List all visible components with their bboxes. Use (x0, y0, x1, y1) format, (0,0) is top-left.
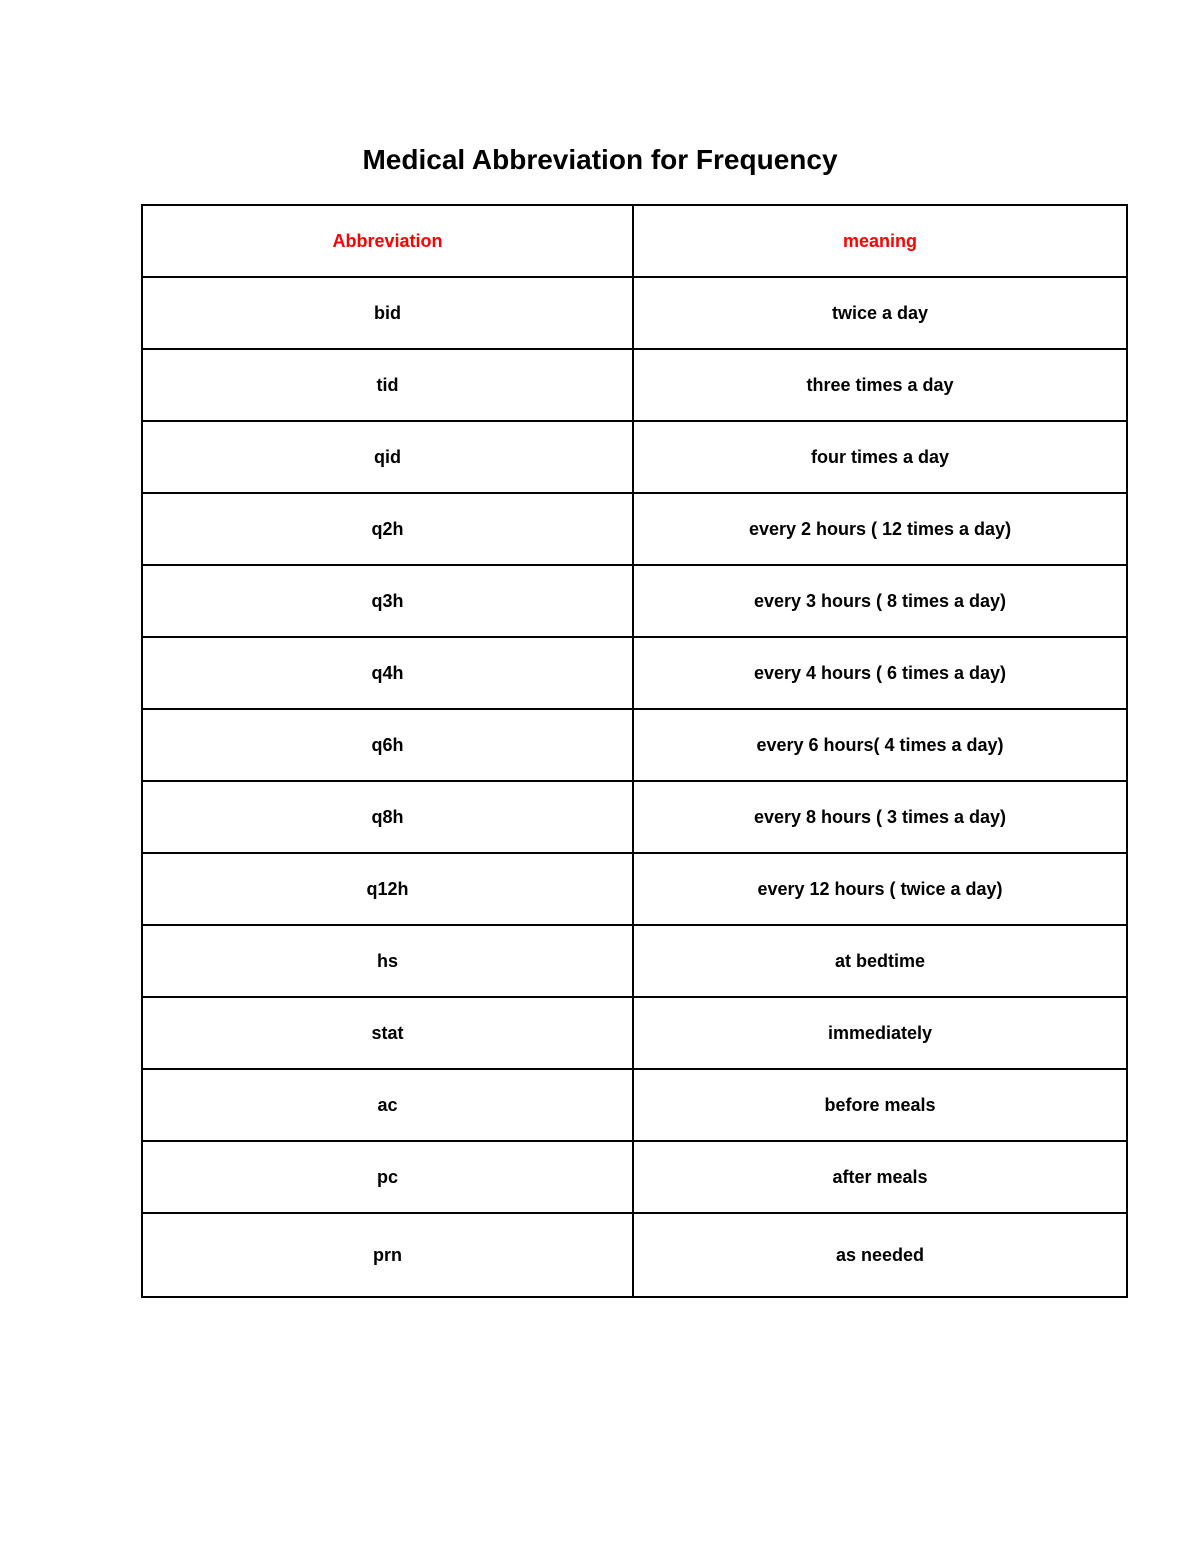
abbreviation-cell: prn (142, 1213, 633, 1297)
table-header-row (142, 205, 1127, 277)
meaning-cell: every 3 hours ( 8 times a day) (633, 565, 1127, 637)
meaning-cell: every 8 hours ( 3 times a day) (633, 781, 1127, 853)
abbreviation-cell: q8h (142, 781, 633, 853)
header-meaning: meaning (633, 205, 1127, 277)
table-row (142, 1069, 1127, 1141)
table-row (142, 997, 1127, 1069)
abbreviation-cell: q3h (142, 565, 633, 637)
abbreviation-cell: bid (142, 277, 633, 349)
table-row (142, 709, 1127, 781)
table-row (142, 349, 1127, 421)
table-row (142, 1213, 1127, 1297)
abbreviation-cell: hs (142, 925, 633, 997)
meaning-cell: three times a day (633, 349, 1127, 421)
meaning-cell: immediately (633, 997, 1127, 1069)
meaning-cell: before meals (633, 1069, 1127, 1141)
meaning-cell: every 4 hours ( 6 times a day) (633, 637, 1127, 709)
meaning-cell: four times a day (633, 421, 1127, 493)
abbreviation-cell: q4h (142, 637, 633, 709)
meaning-cell: as needed (633, 1213, 1127, 1297)
table-row (142, 853, 1127, 925)
abbreviation-cell: q6h (142, 709, 633, 781)
abbreviation-cell: qid (142, 421, 633, 493)
meaning-cell: every 6 hours( 4 times a day) (633, 709, 1127, 781)
meaning-cell: after meals (633, 1141, 1127, 1213)
meaning-cell: at bedtime (633, 925, 1127, 997)
abbreviation-cell: q12h (142, 853, 633, 925)
abbreviation-table (141, 204, 1128, 1298)
page-title: Medical Abbreviation for Frequency (362, 144, 838, 175)
abbreviation-cell: tid (142, 349, 633, 421)
meaning-cell: twice a day (633, 277, 1127, 349)
abbreviation-cell: q2h (142, 493, 633, 565)
table-row (142, 493, 1127, 565)
table-row (142, 781, 1127, 853)
abbreviation-cell: pc (142, 1141, 633, 1213)
meaning-cell: every 2 hours ( 12 times a day) (633, 493, 1127, 565)
table-row (142, 565, 1127, 637)
table-row (142, 277, 1127, 349)
header-abbreviation: Abbreviation (142, 205, 633, 277)
table-row (142, 925, 1127, 997)
abbreviation-cell: stat (142, 997, 633, 1069)
abbreviation-cell: ac (142, 1069, 633, 1141)
table-row (142, 421, 1127, 493)
meaning-cell: every 12 hours ( twice a day) (633, 853, 1127, 925)
table-row (142, 1141, 1127, 1213)
table-row (142, 637, 1127, 709)
